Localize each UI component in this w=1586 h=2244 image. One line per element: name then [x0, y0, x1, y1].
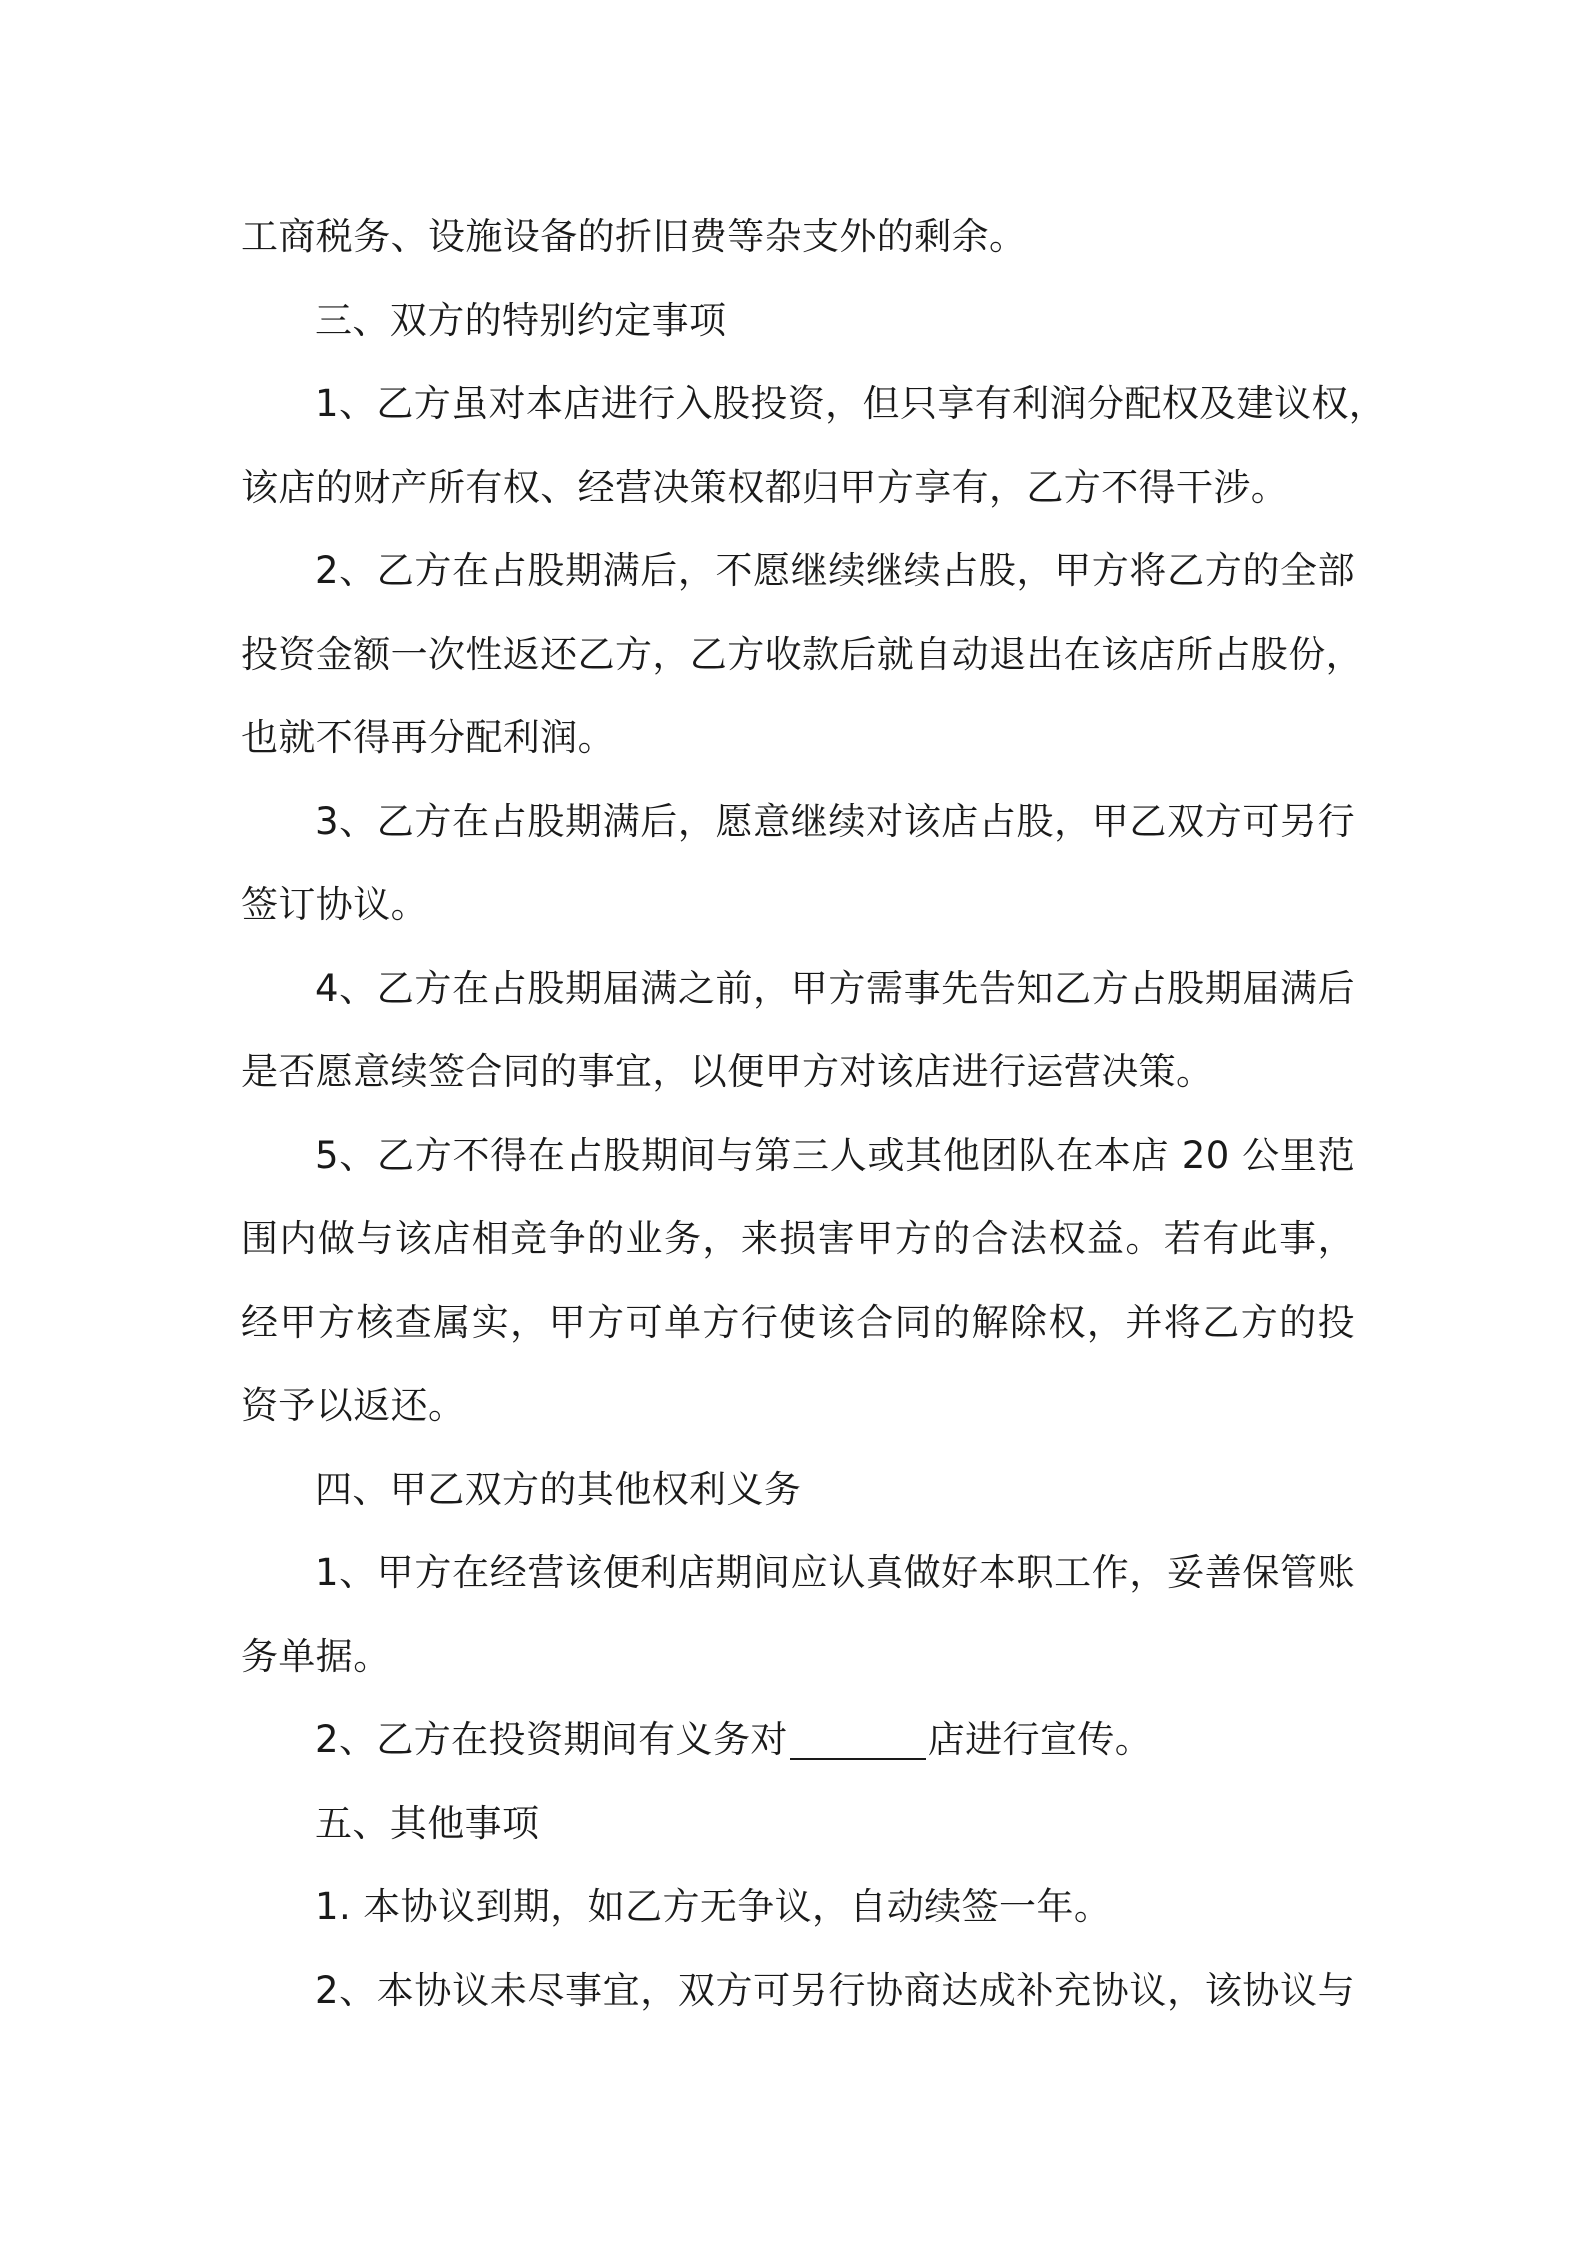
section-heading-3: 三、双方的特别约定事项 [315, 298, 727, 342]
paragraph-line: 2、乙方在占股期满后，不愿继续继续占股，甲方将乙方的全部 [315, 549, 1355, 592]
paragraph-line: 1、甲方在经营该便利店期间应认真做好本职工作，妥善保管账 [315, 1551, 1355, 1594]
paragraph-line: 资予以返还。 [241, 1384, 466, 1427]
paragraph-line: 1. 本协议到期，如乙方无争议，自动续签一年。 [315, 1885, 1112, 1928]
paragraph-line: 3、乙方在占股期满后，愿意继续对该店占股，甲乙双方可另行 [315, 799, 1355, 843]
paragraph-line: 4、乙方在占股期届满之前，甲方需事先告知乙方占股期届满后 [315, 966, 1355, 1010]
paragraph-line: 也就不得再分配利润。 [241, 716, 615, 759]
paragraph-line: 经甲方核查属实，甲方可单方行使该合同的解除权，并将乙方的投 [241, 1300, 1355, 1344]
paragraph-line: 签订协议。 [241, 883, 428, 926]
paragraph-line: 投资金额一次性返还乙方，乙方收款后就自动退出在该店所占股份， [241, 632, 1363, 676]
paragraph-line: 5、乙方不得在占股期间与第三人或其他团队在本店 20 公里范 [315, 1133, 1355, 1177]
paragraph-line: 务单据。 [241, 1634, 391, 1678]
paragraph-line: 工商税务、设施设备的折旧费等杂支外的剩余。 [241, 215, 1027, 258]
paragraph-line: 是否愿意续签合同的事宜，以便甲方对该店进行运营决策。 [241, 1050, 1214, 1093]
fill-in-blank [790, 1718, 926, 1760]
paragraph-line: 2、本协议未尽事宜，双方可另行协商达成补充协议，该协议与 [315, 1968, 1355, 2012]
line-text-after-blank: 店进行宣传。 [927, 1718, 1153, 1761]
paragraph-line: 1、乙方虽对本店进行入股投资，但只享有利润分配权及建议权， [315, 382, 1387, 425]
paragraph-line-with-blank [241, 1698, 1355, 1782]
section-heading-4: 四、甲乙双方的其他权利义务 [315, 1467, 802, 1511]
line-text-before-blank: 2、乙方在投资期间有义务对 [315, 1718, 788, 1761]
section-heading-5: 五、其他事项 [315, 1801, 540, 1845]
paragraph-line: 该店的财产所有权、经营决策权都归甲方享有，乙方不得干涉。 [241, 465, 1289, 509]
document-body [241, 195, 1387, 2032]
paragraph-line: 围内做与该店相竞争的业务，来损害甲方的合法权益。若有此事， [241, 1217, 1355, 1260]
